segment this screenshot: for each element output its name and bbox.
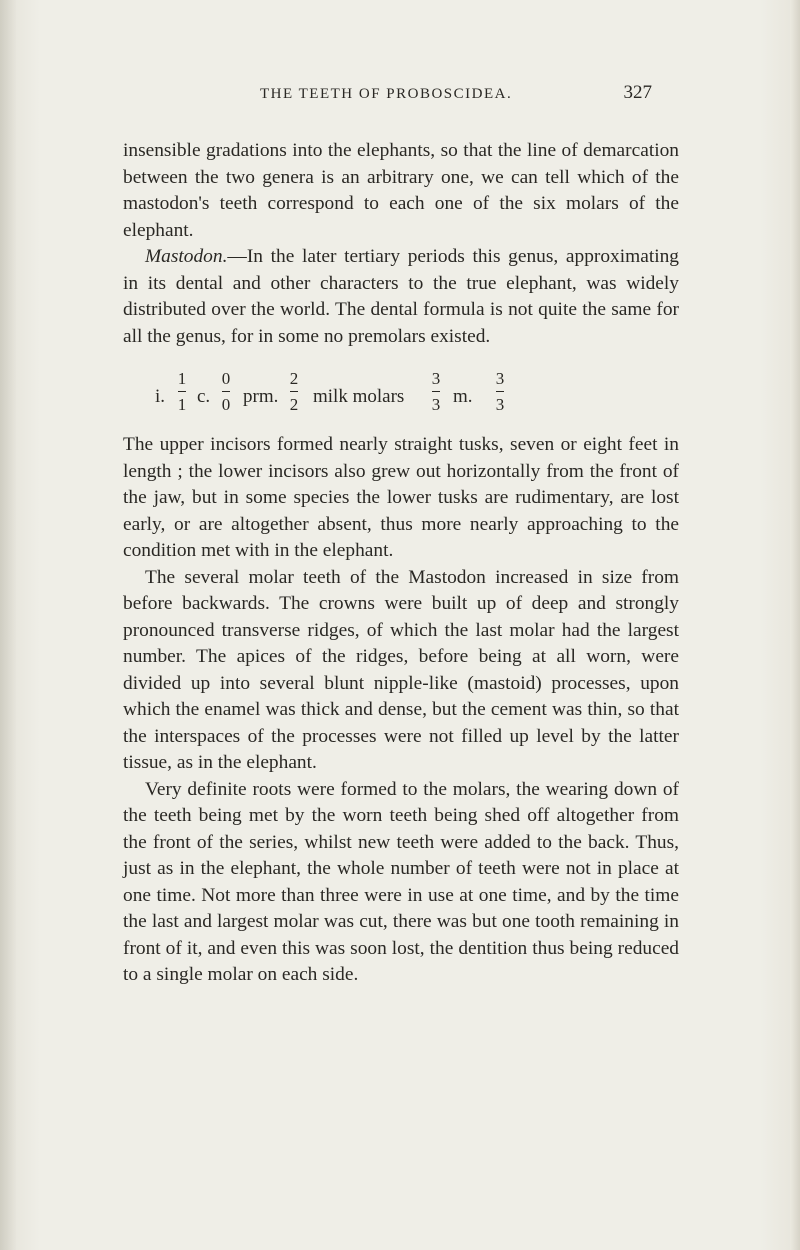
- formula-milk-fraction: [429, 370, 443, 413]
- formula-premolar-fraction: [287, 370, 301, 413]
- formula-molar-fraction: [493, 370, 507, 413]
- dental-formula: [123, 364, 679, 426]
- fraction-bar: [178, 391, 186, 392]
- formula-molar-label: m.: [453, 386, 473, 407]
- formula-canine-fraction: [219, 370, 233, 413]
- formula-incisor-fraction: [175, 370, 189, 413]
- formula-premolar-lower: 2: [289, 395, 299, 414]
- formula-premolar-upper: 2: [289, 369, 299, 388]
- fraction-bar: [496, 391, 504, 392]
- fraction-bar: [432, 391, 440, 392]
- paragraph-incisors: The upper incisors formed nearly straight tusks, seven or eight feet in length ; the lower incisors also grew out horizontally from the front of the jaw, but in some species the lower tusks are rudimentary, are lost early, or are altogether absent, thus more nearly approaching to the condition met with in the elephant.: [123, 434, 679, 561]
- page-number: 327: [623, 82, 652, 103]
- formula-milk-upper: 3: [431, 369, 441, 388]
- paragraph-mastodon-text: —In the later tertiary periods this genus, approximating in its dental and other characters to the true elephant, was widely distributed over the world. The dental formula is not quite the same for all the genus, for in some no premolars existed.: [123, 246, 679, 347]
- formula-premolar-label: prm.: [243, 386, 279, 407]
- book-spine-shadow: [0, 0, 16, 1250]
- formula-canine-lower: 0: [221, 395, 231, 414]
- page-edge: [790, 0, 800, 1250]
- running-title: THE TEETH OF PROBOSCIDEA.: [260, 86, 513, 102]
- formula-canine-label: c.: [197, 386, 211, 407]
- section-lead: Mastodon.: [145, 246, 228, 267]
- fraction-bar: [290, 391, 298, 392]
- body-text: [123, 138, 679, 989]
- paragraph-mastodon: [123, 244, 679, 350]
- fraction-bar: [222, 391, 230, 392]
- formula-molar-lower: 3: [495, 395, 505, 414]
- formula-incisor-lower: 1: [177, 395, 187, 414]
- formula-molar-upper: 3: [495, 369, 505, 388]
- paragraph-molars: The several molar teeth of the Mastodon increased in size from before backwards. The crowns were built up of deep and strongly pronounced transverse ridges, of which the last molar had the largest number. The apices of the ridges, before being at all worn, were divided up into several blunt nipple-like (mastoid) processes, upon which the enamel was thick and dense, but the cement was thin, so that the interspaces of the processes were not filled up level by the latter tissue, as in the elephant.: [123, 566, 679, 773]
- formula-incisor-upper: 1: [177, 369, 187, 388]
- paragraph-continuation: insensible gradations into the elephants, so that the line of demarcation between the two genera is an arbitrary one, we can tell which of the mastodon's teeth correspond to each one of the six molars of the elephant.: [123, 140, 679, 241]
- paragraph-roots: Very definite roots were formed to the molars, the wearing down of the teeth being met by the worn teeth being shed off altogether from the front of the series, whilst new teeth were added to the back. Thus, just as in the elephant, the whole number of teeth were not in place at one time. Not more than three were in use at one time, and by the time the last and largest molar was cut, there was but one tooth remaining in front of it, and even this was soon lost, the dentition thus being reduced to a single molar on each side.: [123, 778, 679, 985]
- formula-milk-lower: 3: [431, 395, 441, 414]
- formula-canine-upper: 0: [221, 369, 231, 388]
- formula-milk-label: milk molars: [313, 386, 405, 407]
- formula-incisor-label: i.: [155, 386, 166, 407]
